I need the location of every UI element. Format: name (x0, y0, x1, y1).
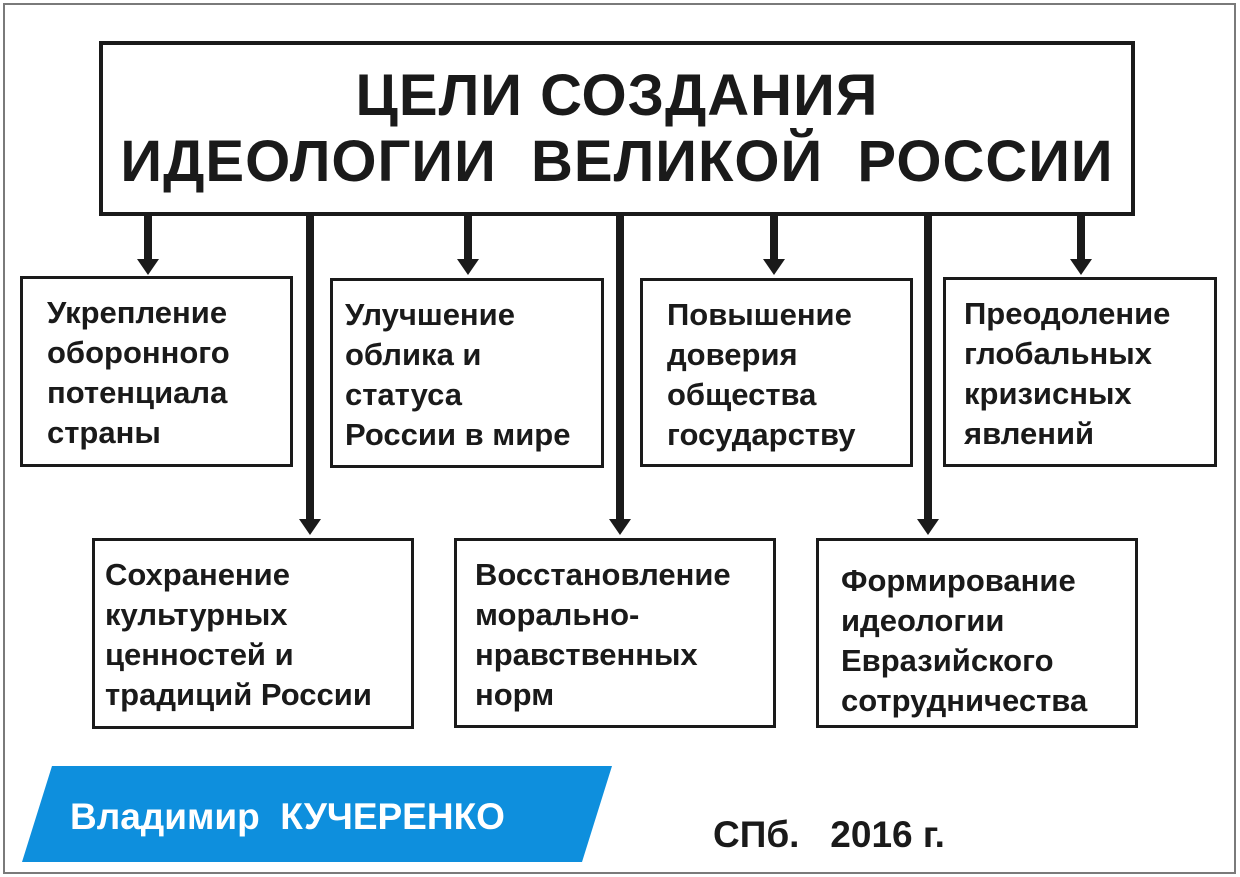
author-name: Владимир КУЧЕРЕНКО (70, 796, 505, 837)
arrow-head-eurasia (917, 519, 939, 535)
goal-box-culture: Сохранение культурных ценностей и традиций России (92, 538, 414, 729)
goal-box-defense: Укрепление оборонного потенциала страны (20, 276, 293, 467)
arrow-head-crisis (1070, 259, 1092, 275)
title-line-1: ЦЕЛИ СОЗДАНИЯ (355, 62, 879, 128)
arrow-head-image (457, 259, 479, 275)
goal-box-trust: Повышение доверия общества государству (640, 278, 913, 467)
arrow-line-trust (770, 216, 778, 262)
arrow-head-moral (609, 519, 631, 535)
arrow-head-culture (299, 519, 321, 535)
arrow-line-crisis (1077, 216, 1085, 262)
arrow-line-culture (306, 216, 314, 522)
title-line-2: ИДЕОЛОГИИ ВЕЛИКОЙ РОССИИ (120, 128, 1114, 194)
goal-box-moral: Восстановление морально- нравственных норм (454, 538, 776, 728)
diagram-title-box (99, 41, 1135, 216)
arrow-line-moral (616, 216, 624, 522)
goal-box-crisis: Преодоление глобальных кризисных явлений (943, 277, 1217, 467)
arrow-head-defense (137, 259, 159, 275)
goal-box-image: Улучшение облика и статуса России в мире (330, 278, 604, 468)
arrow-line-eurasia (924, 216, 932, 522)
arrow-head-trust (763, 259, 785, 275)
arrow-line-defense (144, 216, 152, 262)
place-year: СПб. 2016 г. (713, 814, 945, 855)
arrow-line-image (464, 216, 472, 262)
goal-box-eurasia: Формирование идеологии Евразийского сотрудничества (816, 538, 1138, 728)
